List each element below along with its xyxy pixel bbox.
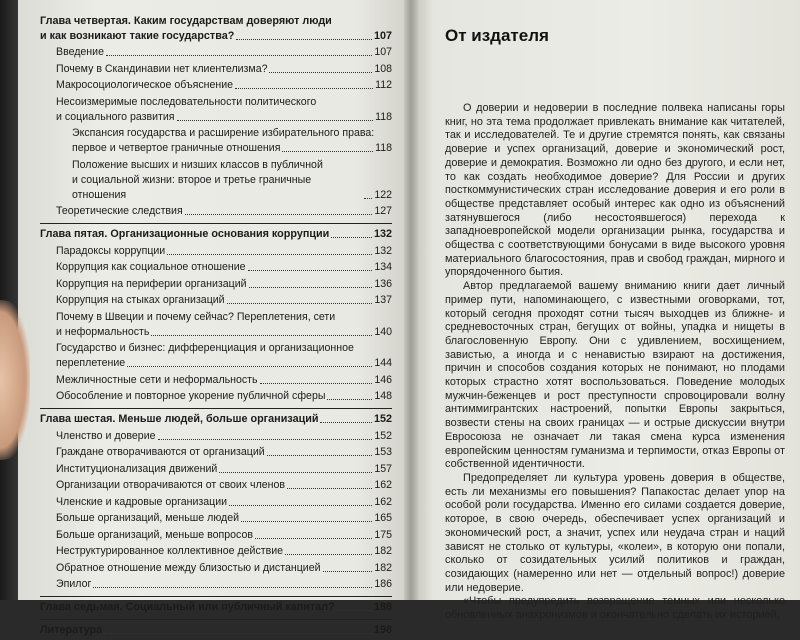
toc-entry xyxy=(40,95,392,125)
toc-title: Обособление и повторное укорение публичной сферы xyxy=(56,390,326,402)
toc-title: и социальной жизни: второе и третье граничные отношения xyxy=(72,173,312,201)
toc-entry xyxy=(40,561,392,576)
toc-title: Членские и кадровые организации xyxy=(56,495,228,508)
table-of-contents xyxy=(40,12,392,640)
toc-page-number: 118 xyxy=(375,110,392,123)
toc-page-number: 118 xyxy=(375,142,392,154)
toc-entry xyxy=(40,62,392,77)
toc-page-number: 137 xyxy=(374,294,392,306)
toc-page-number: 152 xyxy=(374,429,392,442)
toc-title: Экспансия государства и расширение избирательного права: xyxy=(72,127,375,139)
dot-leader xyxy=(227,303,373,304)
toc-title: Литература xyxy=(40,624,103,636)
toc-page-number: 132 xyxy=(374,244,392,257)
dot-leader xyxy=(151,335,372,336)
dot-leader xyxy=(287,488,372,489)
paragraph: «Чтобы предупредить возвращение темных или несколько обновленных анахронизмов и окончательно сделать их историей, xyxy=(445,595,785,622)
toc-title: Коррупция на периферии организаций xyxy=(56,277,247,290)
toc-entry xyxy=(40,126,392,156)
toc-chapter xyxy=(40,14,392,44)
toc-entry xyxy=(40,78,392,93)
toc-title: Эпилог xyxy=(56,578,92,590)
toc-page-number: 165 xyxy=(374,512,392,524)
dot-leader xyxy=(236,39,372,40)
toc-title: и как возникают такие государства? xyxy=(40,29,235,42)
toc-entry xyxy=(40,478,392,493)
toc-title: Обратное отношение между близостью и дистанцией xyxy=(56,561,321,574)
toc-page-number: 112 xyxy=(375,79,392,91)
toc-entry xyxy=(40,260,392,275)
toc-page-number: 134 xyxy=(374,261,392,273)
dot-leader xyxy=(127,366,372,367)
dot-leader xyxy=(235,88,373,89)
toc-page-number: 132 xyxy=(373,228,392,240)
toc-chapter xyxy=(40,412,392,427)
dot-leader xyxy=(219,472,372,473)
toc-title: Положение высших и низших классов в публичной xyxy=(72,158,323,171)
toc-page-number: 127 xyxy=(374,205,392,217)
dot-leader xyxy=(158,439,373,440)
toc-page-number: 136 xyxy=(374,277,392,290)
toc-title: Глава четвертая. Каким государствам доверяют люди xyxy=(40,14,332,27)
toc-page-number: 140 xyxy=(374,325,392,338)
toc-entry xyxy=(40,45,392,60)
dot-leader xyxy=(269,72,372,73)
toc-title: и неформальность xyxy=(56,325,150,338)
toc-title: Коррупция как социальное отношение xyxy=(56,261,246,273)
dot-leader xyxy=(177,120,374,121)
toc-title: Глава шестая. Меньше людей, больше организаций xyxy=(40,413,319,425)
toc-entry xyxy=(40,462,392,477)
toc-entry xyxy=(40,389,392,404)
dot-leader xyxy=(337,610,372,611)
toc-chapter xyxy=(40,623,392,638)
toc-title: переплетение xyxy=(56,357,126,369)
toc-entry xyxy=(40,528,392,543)
toc-title: Больше организаций, меньше вопросов xyxy=(56,528,253,541)
toc-entry xyxy=(40,511,392,526)
toc-title: Введение xyxy=(56,46,104,58)
toc-page-number: 182 xyxy=(374,545,392,557)
toc-page-number: 186 xyxy=(374,578,392,590)
toc-page-number: 148 xyxy=(374,390,392,402)
toc-title: Теоретические следствия xyxy=(56,205,183,217)
toc-page-number: 162 xyxy=(374,495,392,508)
dot-leader xyxy=(229,505,372,506)
toc-title: Почему в Швеции и почему сейчас? Переплетения, сети xyxy=(56,310,336,323)
toc-title: Членство и доверие xyxy=(56,429,156,442)
toc-page-number: 175 xyxy=(374,528,392,541)
dot-leader xyxy=(327,399,372,400)
dot-leader xyxy=(93,587,372,588)
publisher-text xyxy=(445,102,785,623)
toc-page-number: 153 xyxy=(374,446,392,458)
toc-page-number: 107 xyxy=(374,46,392,58)
toc-title: Организации отворачиваются от своих членов xyxy=(56,479,286,491)
toc-title: Больше организаций, меньше людей xyxy=(56,512,240,524)
toc-entry xyxy=(40,310,392,340)
chapter-divider xyxy=(40,596,392,597)
toc-entry xyxy=(40,341,392,371)
toc-entry xyxy=(40,495,392,510)
paragraph: Предопределяет ли культура уровень доверия в обществе, есть ли механизмы его повышения? Папакостас делает упор на особой роли государства. Именно его силами создается доверие, которое, в свою очередь, обеспечивает успех организаций и экономический рост, а значит, успех или неудача стран и наций зависят не столько от культуры, «колеи», в которую они попали, сколько от созидательных усилий политиков и граждан, созидающих (намеренно или нет — отдельный вопрос!) доверие или недоверие. xyxy=(445,471,785,594)
dot-leader xyxy=(260,383,373,384)
toc-title: Граждане отворачиваются от организаций xyxy=(56,446,265,458)
dot-leader xyxy=(267,455,373,456)
toc-title: Межличностные сети и неформальность xyxy=(56,373,258,386)
dot-leader xyxy=(282,151,373,152)
dot-leader xyxy=(285,554,372,555)
toc-title: Коррупция на стыках организаций xyxy=(56,294,225,306)
toc-page-number: 146 xyxy=(374,373,392,386)
dot-leader xyxy=(167,254,372,255)
toc-page-number: 144 xyxy=(374,357,392,369)
toc-page-number: 157 xyxy=(374,462,392,475)
toc-entry xyxy=(40,277,392,292)
dot-leader xyxy=(255,538,372,539)
toc-title: Парадоксы коррупции xyxy=(56,244,166,257)
dot-leader xyxy=(104,633,372,634)
toc-entry xyxy=(40,373,392,388)
toc-title: Глава седьмая. Социальный или публичный капитал? xyxy=(40,601,335,613)
toc-title: Государство и бизнес: дифференциация и организационное xyxy=(56,342,354,354)
toc-entry xyxy=(40,158,392,203)
section-title: От издателя xyxy=(445,26,549,45)
toc-title: первое и четвертое граничные отношения xyxy=(72,142,281,154)
dot-leader xyxy=(323,571,373,572)
toc-title: Несоизмеримые последовательности политического xyxy=(56,95,317,108)
chapter-divider xyxy=(40,223,392,224)
toc-entry xyxy=(40,244,392,259)
toc-entry xyxy=(40,429,392,444)
dot-leader xyxy=(106,55,372,56)
dot-leader xyxy=(364,198,372,199)
toc-title: Институционализация движений xyxy=(56,462,218,475)
chapter-divider xyxy=(40,619,392,620)
toc-page-number: 182 xyxy=(374,561,392,574)
thumb xyxy=(0,300,30,460)
toc-title: Макросоциологическое объяснение xyxy=(56,79,234,91)
toc-page-number: 108 xyxy=(374,62,392,75)
toc-title: Глава пятая. Организационные основания коррупции xyxy=(40,228,330,240)
toc-page-number: 162 xyxy=(374,479,392,491)
toc-chapter xyxy=(40,600,392,615)
toc-title: Почему в Скандинавии нет клиентелизма? xyxy=(56,62,268,75)
dot-leader xyxy=(331,237,372,238)
chapter-divider xyxy=(40,408,392,409)
toc-page-number: 107 xyxy=(373,29,392,42)
dot-leader xyxy=(249,287,373,288)
toc-entry xyxy=(40,204,392,219)
toc-page-number: 152 xyxy=(373,413,392,425)
paragraph: О доверии и недоверии в последние полвека написаны горы книг, но эта тема продолжает привлекать внимание как читателей, так и исследователей. Те и другие стремятся понять, как связаны доверие и успех организаций, доверие и экономический рост, доверие и демократия. Возможно ли одно без другого, и если нет, то как создать необходимое доверие? Для России и других посткоммунистических стран исследование доверия и его роли в обществе представляет особый интерес как одно из объяснений затянувшегося (либо несостоявшегося) перехода к западноевропейской модели организации рынка, государства и общества с соответствующими бонусами в виде высокого уровня материального благосостояния, прав и свобод граждан, мирного и упорядоченного бытия. xyxy=(445,102,785,279)
toc-chapter xyxy=(40,227,392,242)
dot-leader xyxy=(185,214,373,215)
toc-entry xyxy=(40,293,392,308)
toc-title: и социального развития xyxy=(56,110,175,123)
toc-entry xyxy=(40,577,392,592)
toc-entry xyxy=(40,544,392,559)
dot-leader xyxy=(248,270,373,271)
toc-entry xyxy=(40,445,392,460)
book-gutter xyxy=(404,0,418,600)
toc-page-number: 122 xyxy=(374,188,392,201)
toc-page-number: 198 xyxy=(373,624,392,636)
paragraph: Автор предлагаемой вашему вниманию книги дает личный пример пути, напоминающего, с известными оговорками, тот, который сегодня проходят сотни тысяч выходцев из ближне- и средневосточных стран, бегущих от войны, упадка и нищеты в благословенную Европу. Они с удивлением, восхищением, завистью, а иногда и с ненавистью взирают на достижения, причин и способов создания которых не понимают, но плодами которых страстно хотят воспользоваться. Поведение молодых мужчин-беженцев и рост преступности спровоцировали волну антиммигрантских настроений, попытки Европы закрыться, возвести стены на своих границах — и острые дискуссии внутри Евросоюза не означает ли такая смена курса изменения европейским ценностям гуманизма и терпимости, отказ Европы от собственной идентичности. xyxy=(445,280,785,471)
toc-title: Неструктурированное коллективное действие xyxy=(56,545,284,557)
dot-leader xyxy=(320,422,372,423)
toc-page-number: 188 xyxy=(373,601,392,613)
dot-leader xyxy=(241,521,372,522)
